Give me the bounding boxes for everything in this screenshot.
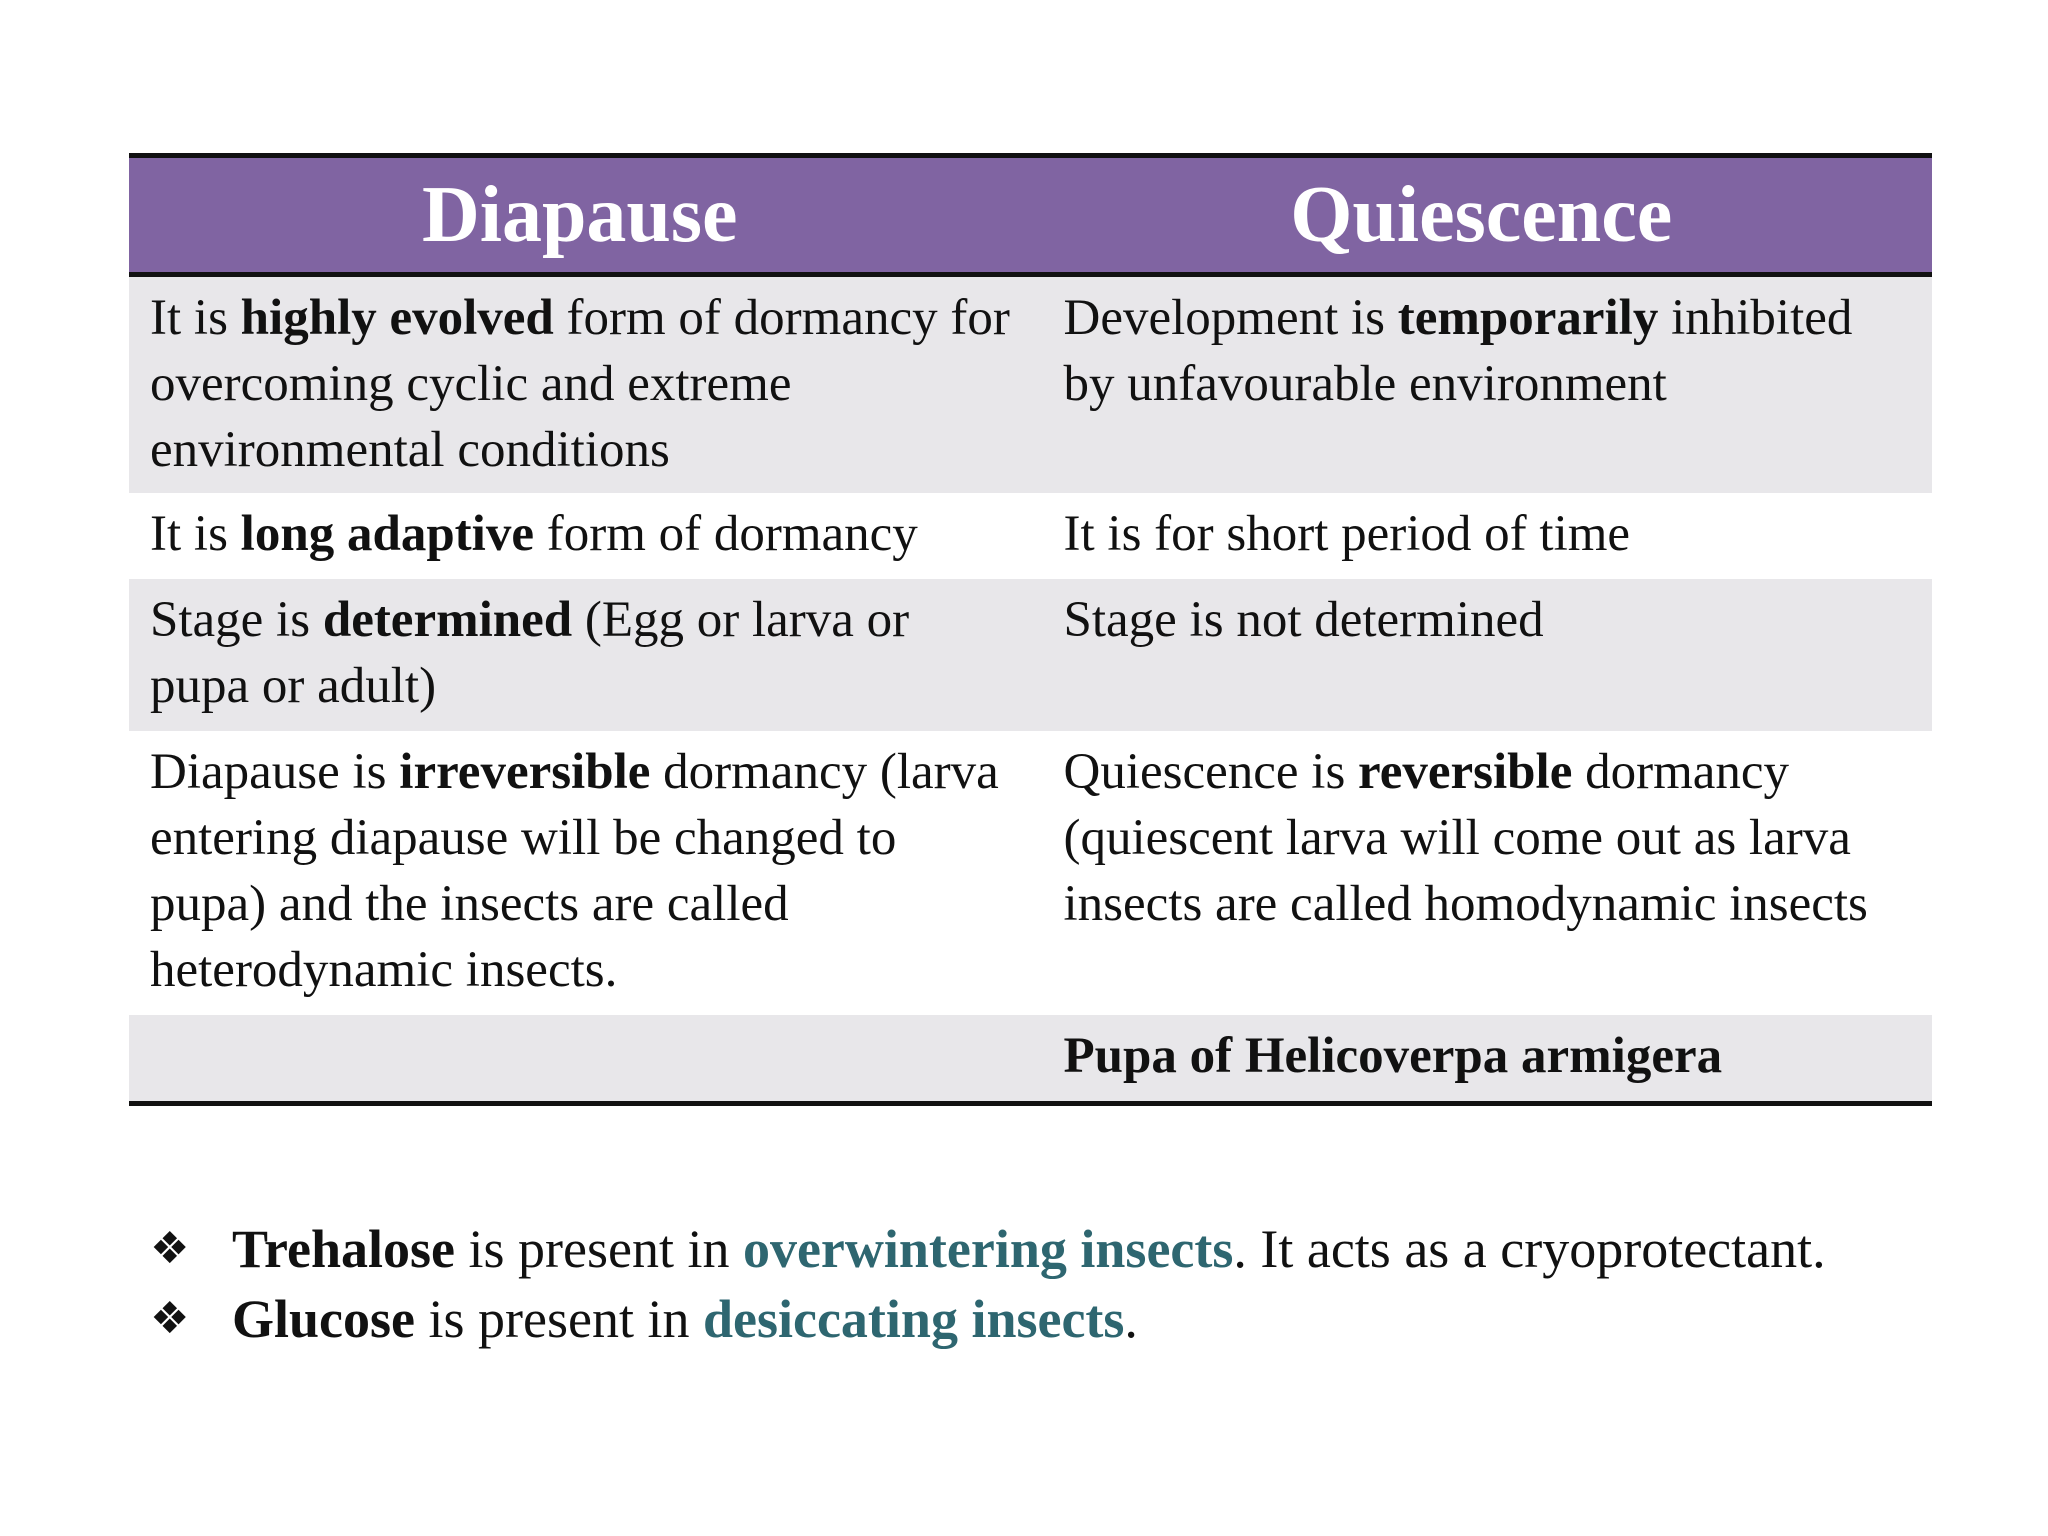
quiescence-cell: Stage is not determined <box>1063 591 1544 648</box>
bullet-item-glucose: ❖ Glucose is present in desiccating insects. <box>150 1284 1950 1354</box>
four-diamond-bullet-icon: ❖ <box>150 1223 190 1274</box>
comparison-table <box>129 153 1932 1106</box>
diapause-cell <box>129 1015 1031 1101</box>
bullet-list <box>150 1214 1950 1354</box>
table-row <box>129 579 1932 731</box>
table-row <box>129 275 1932 493</box>
bullet-term: Glucose <box>232 1289 415 1349</box>
header-diapause: Diapause <box>421 171 738 259</box>
table-header-row <box>129 158 1932 275</box>
bullet-item-trehalose: ❖ Trehalose is present in overwintering insects. It acts as a cryoprotectant. <box>150 1214 1950 1284</box>
diapause-cell: It is long adaptive form of dormancy <box>150 505 918 562</box>
table-row <box>129 493 1932 579</box>
table-row <box>129 1015 1932 1101</box>
diapause-cell: It is highly evolved form of dormancy for overcoming cyclic and extreme environmental conditions <box>150 290 1010 478</box>
diapause-vs-quiescence-table <box>129 158 1932 1101</box>
quiescence-cell: Development is temporarily inhibited by unfavourable environment <box>1063 290 1853 412</box>
header-quiescence: Quiescence <box>1290 171 1673 259</box>
quiescence-cell: It is for short period of time <box>1063 505 1631 562</box>
bullet-term: Trehalose <box>232 1219 455 1279</box>
table-row <box>129 731 1932 1015</box>
four-diamond-bullet-icon: ❖ <box>150 1293 190 1344</box>
quiescence-cell: Pupa of Helicoverpa armigera <box>1063 1027 1723 1084</box>
diapause-cell: Stage is determined (Egg or larva or pupa or adult) <box>150 591 910 714</box>
bullet-highlight: desiccating insects <box>702 1289 1125 1349</box>
bullet-highlight: overwintering insects <box>742 1219 1234 1279</box>
quiescence-cell: Quiescence is reversible dormancy (quiescent larva will come out as larva insects are called homodynamic insects <box>1063 743 1868 932</box>
diapause-cell: Diapause is irreversible dormancy (larva entering diapause will be changed to pupa) and the insects are called heterodynamic insects. <box>150 743 999 998</box>
